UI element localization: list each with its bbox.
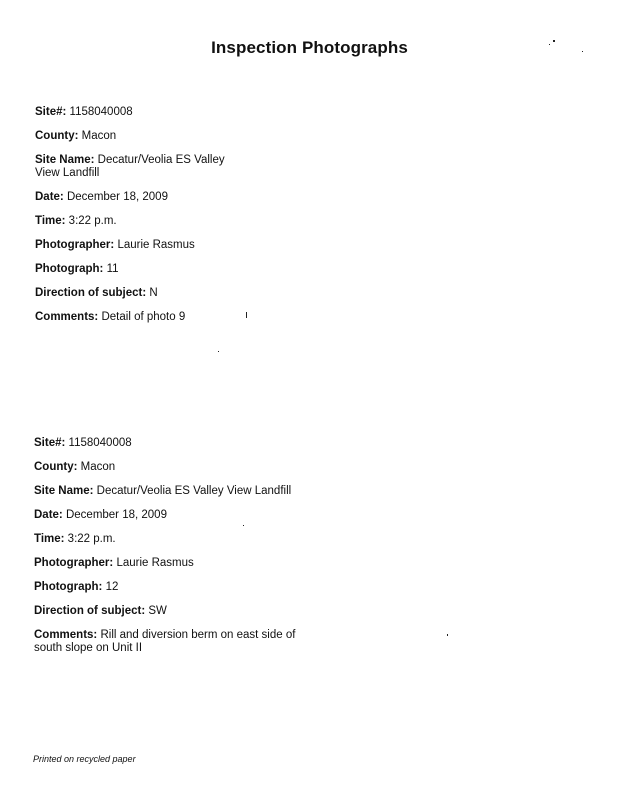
site-name-label: Site Name: [34,485,94,497]
date-field [35,191,335,204]
photo-record-1 [35,106,335,335]
site-name-value: Decatur/Veolia ES Valley View Landfill [35,154,225,179]
photographer-value: Laurie Rasmus [117,239,195,251]
time-value: 3:22 p.m. [68,215,117,227]
photographer-value: Laurie Rasmus [116,557,194,569]
date-value: December 18, 2009 [65,509,167,521]
date-label: Date: [34,509,63,521]
scan-speck [447,634,448,636]
direction-value: N [149,287,158,299]
comments-value: Rill and diversion berm on east side of south slope on Unit II [34,629,296,654]
site-number-label: Site#: [34,437,66,449]
site-name-label: Site Name: [35,154,95,166]
photographer-field [35,239,335,252]
site-number-field [34,437,334,450]
photographer-label: Photographer: [35,239,115,251]
comments-field [35,311,335,324]
time-value: 3:22 p.m. [67,533,116,545]
photograph-number-field [35,263,335,276]
photo-record-2 [34,437,334,666]
county-value: Macon [80,461,116,473]
comments-label: Comments: [34,629,98,641]
site-name-field [35,154,250,180]
time-field [35,215,335,228]
photograph-number-field [34,581,334,594]
direction-label: Direction of subject: [35,287,147,299]
direction-value: SW [148,605,167,617]
county-label: County: [34,461,78,473]
scan-speck [218,351,219,352]
direction-field [35,287,335,300]
time-label: Time: [34,533,65,545]
site-name-field [34,485,334,498]
date-value: December 18, 2009 [66,191,168,203]
site-number-value: 1158040008 [69,106,133,118]
comments-value: Detail of photo 9 [101,311,186,323]
county-value: Macon [81,130,117,142]
scan-speck [549,44,550,45]
direction-label: Direction of subject: [34,605,146,617]
county-field [34,461,334,474]
county-label: County: [35,130,79,142]
time-field [34,533,334,546]
direction-field [34,605,334,618]
site-name-value: Decatur/Veolia ES Valley View Landfill [96,485,292,497]
scan-speck [582,51,583,52]
date-field [34,509,334,522]
photographer-label: Photographer: [34,557,114,569]
photograph-number-value: 12 [105,581,119,593]
comments-field [34,629,304,655]
site-number-value: 1158040008 [68,437,132,449]
time-label: Time: [35,215,66,227]
scan-speck [553,40,555,42]
date-label: Date: [35,191,64,203]
photograph-number-label: Photograph: [35,263,104,275]
comments-label: Comments: [35,311,99,323]
county-field [35,130,335,143]
footer-note: Printed on recycled paper [33,754,136,764]
scan-speck [243,525,244,526]
page-title: Inspection Photographs [211,38,408,57]
photographer-field [34,557,334,570]
photograph-number-label: Photograph: [34,581,103,593]
site-number-field [35,106,335,119]
site-number-label: Site#: [35,106,67,118]
photograph-number-value: 11 [106,263,119,275]
scan-speck [246,312,247,318]
